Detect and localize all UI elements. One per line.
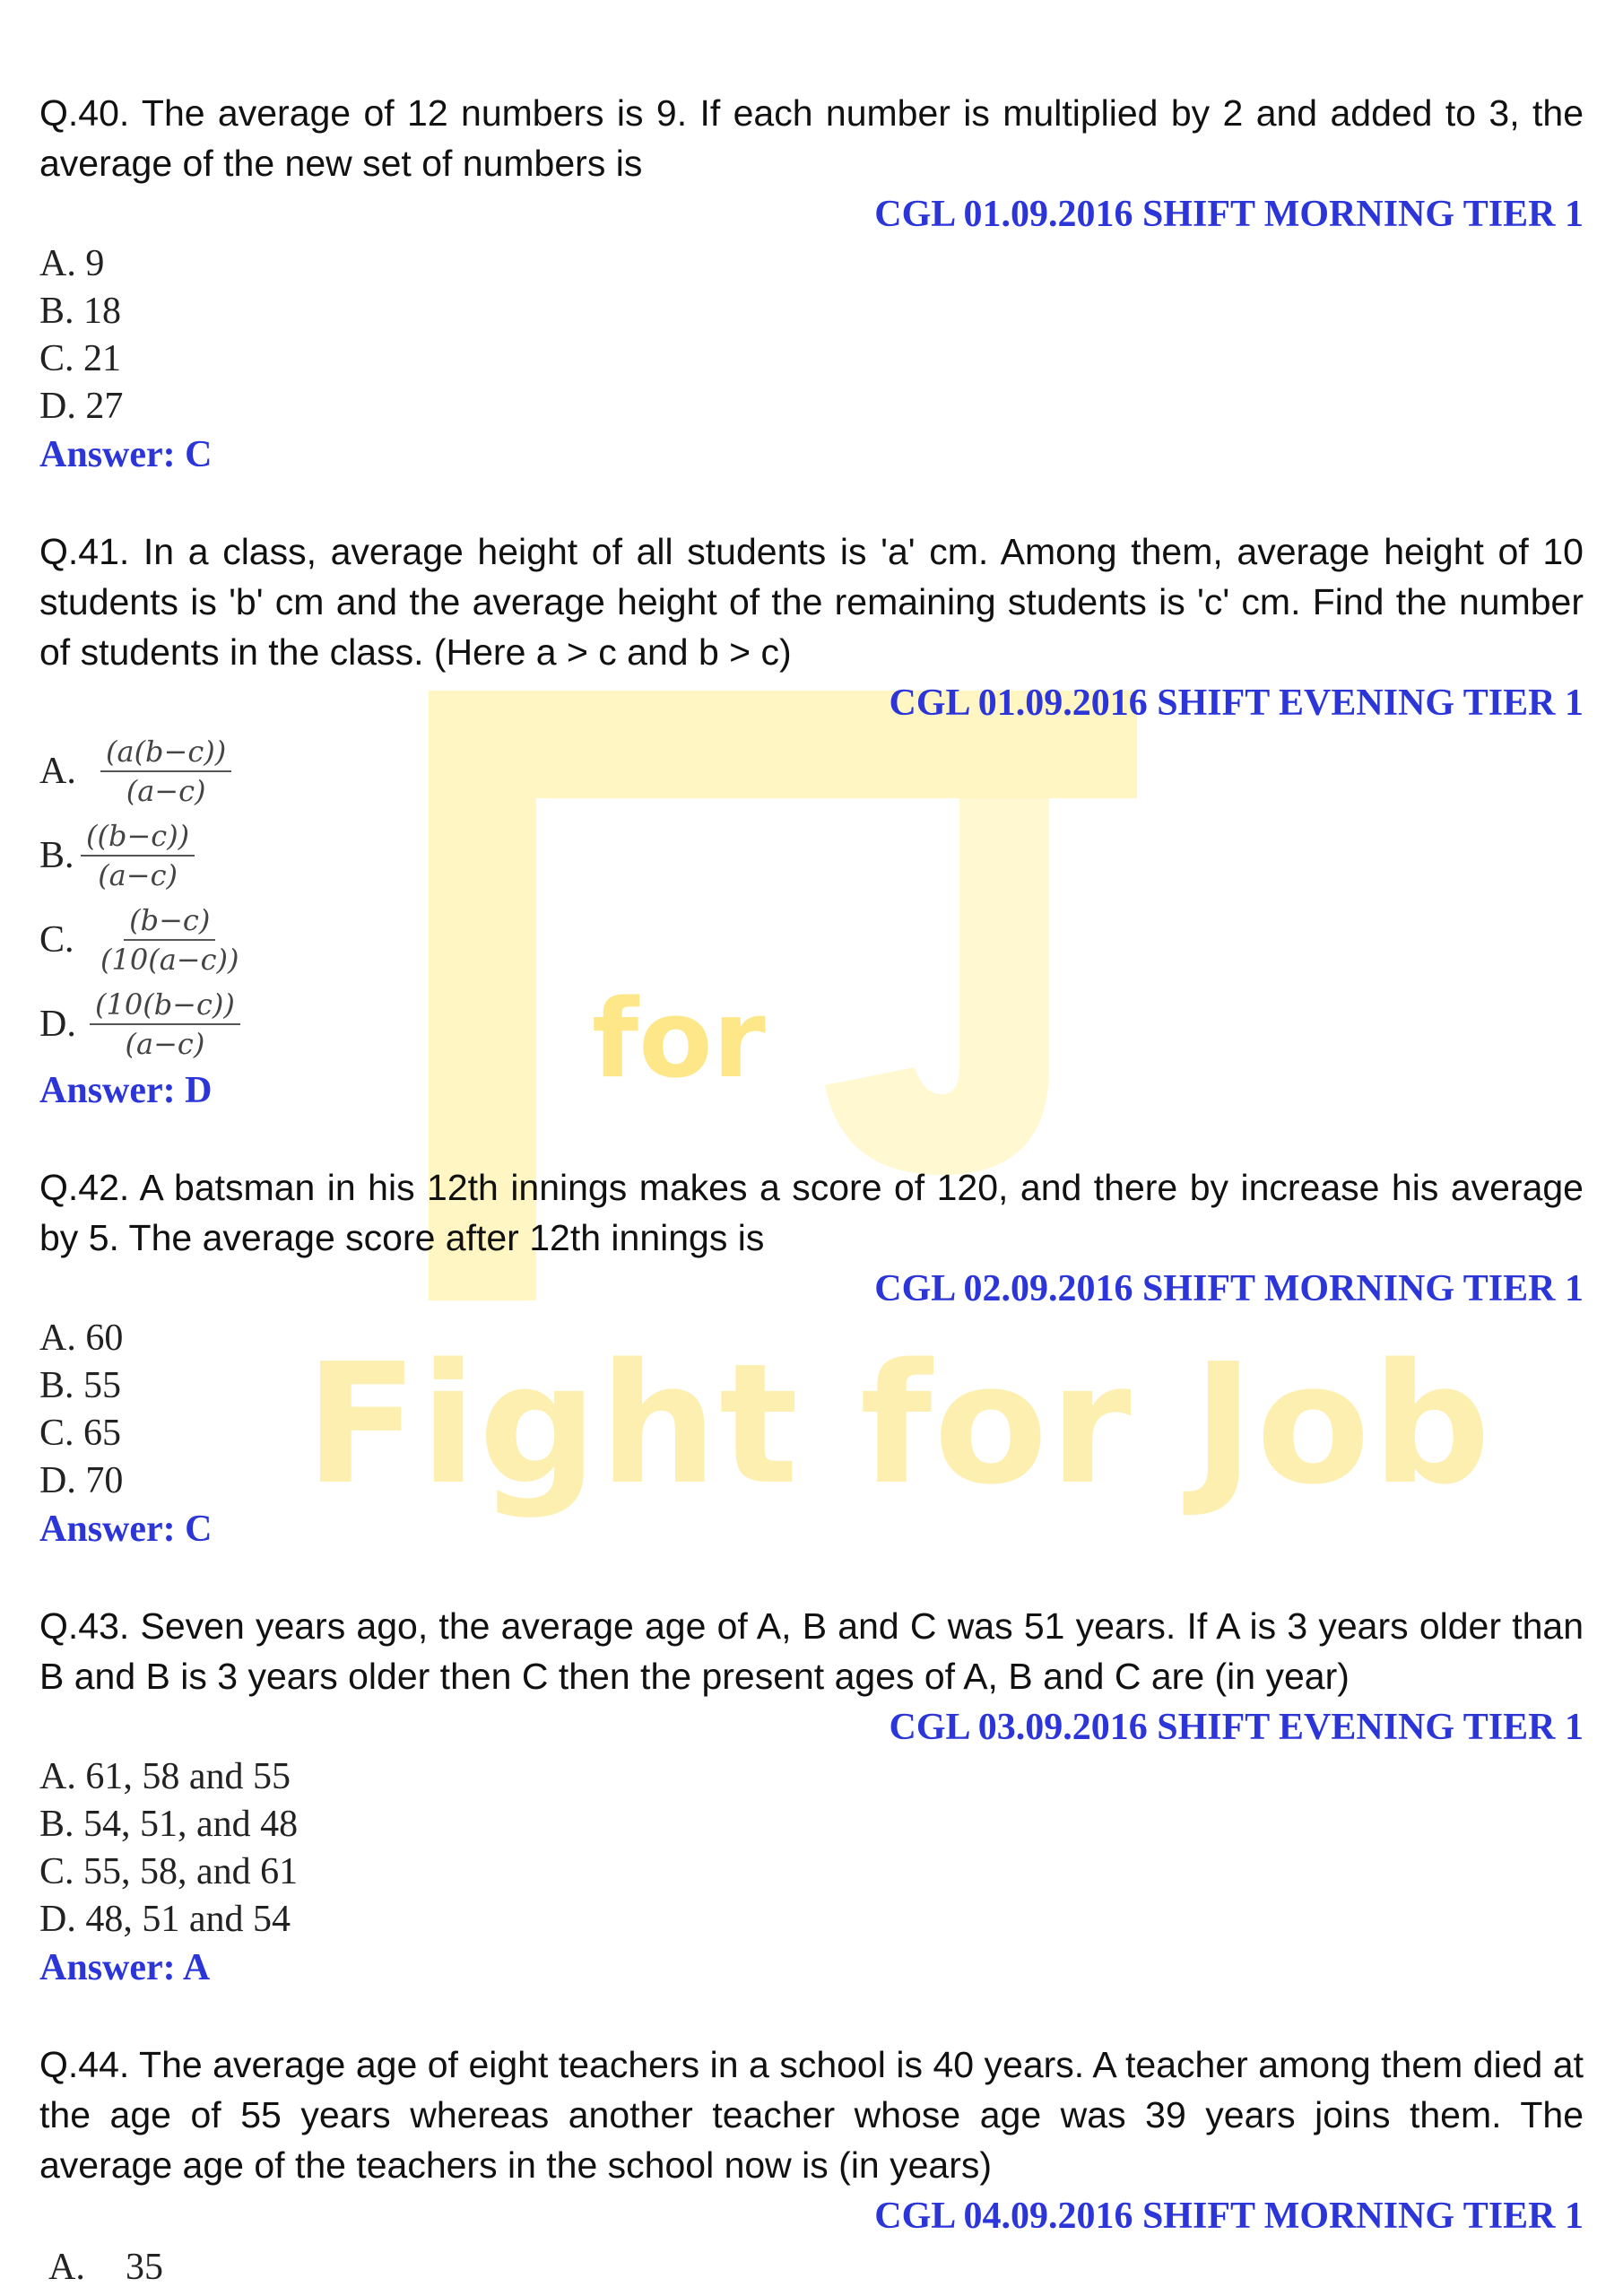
watermark-brand-text: Fight for Job — [305, 1327, 1493, 1521]
question-list — [39, 88, 1584, 2292]
answer: Answer: C — [39, 434, 213, 475]
denominator: (10(a−c)) — [100, 943, 239, 977]
option: A. 60 — [39, 1318, 124, 1359]
fraction — [100, 735, 231, 808]
question-block — [39, 526, 1584, 1115]
numerator: (10(b−c)) — [90, 987, 240, 1025]
question-text: Q.43. Seven years ago, the average age of A, B and C was 51 years. If A is 3 years older than B and B is 3 years older then C then the present ages of A, B and C are (in year) — [39, 1605, 1584, 1697]
question-text: Q.40. The average of 12 numbers is 9. If each number is multiplied by 2 and added to 3, the average of the new set of numbers is — [39, 92, 1584, 184]
exam-source: CGL 02.09.2016 SHIFT MORNING TIER 1 — [874, 1268, 1584, 1309]
answer: Answer: A — [39, 1947, 211, 1988]
denominator: (a−c) — [126, 774, 206, 808]
fraction-option — [39, 813, 1584, 898]
option: C. 65 — [39, 1413, 122, 1454]
option-value: 35 — [126, 2247, 163, 2288]
fraction-option — [39, 982, 1584, 1066]
question-block — [39, 88, 1584, 479]
numerator: (a(b−c)) — [100, 735, 231, 772]
question-text: Q.44. The average age of eight teachers in a school is 40 years. A teacher among them died at the age of 55 years whereas another teacher whose age was 39 years joins them. The average age of the teachers in the school now is (in years) — [39, 2044, 1584, 2186]
option: A. 9 — [39, 243, 105, 284]
option-label: D. — [39, 1004, 76, 1045]
question-block — [39, 1162, 1584, 1553]
option: A. 61, 58 and 55 — [39, 1756, 291, 1797]
exam-source: CGL 04.09.2016 SHIFT MORNING TIER 1 — [874, 2196, 1584, 2237]
answer: Answer: C — [39, 1509, 213, 1550]
question-text: Q.42. A batsman in his 12th innings makes a score of 120, and there by increase his average by 5. The average score after 12th innings is — [39, 1167, 1584, 1258]
option-label: A. — [48, 2247, 85, 2288]
question-block — [39, 2039, 1584, 2292]
answer: Answer: D — [39, 1070, 213, 1111]
denominator: (a−c) — [98, 858, 178, 892]
fraction — [90, 987, 240, 1061]
option: B. 54, 51, and 48 — [39, 1804, 299, 1845]
question-text: Q.41. In a class, average height of all students is 'a' cm. Among them, average height of 10 students is 'b' cm and the average height of the remaining students is 'c' cm. Find the number of students in the class. (Here a > c and b > c) — [39, 531, 1584, 673]
fraction-option — [39, 729, 1584, 813]
question-block — [39, 1601, 1584, 1992]
option: B. 55 — [39, 1365, 122, 1406]
numerator: (b−c) — [124, 903, 215, 941]
option: C. 55, 58, and 61 — [39, 1851, 299, 1892]
option-label: A. — [39, 751, 76, 792]
denominator: (a−c) — [125, 1027, 205, 1061]
option: D. 70 — [39, 1460, 124, 1501]
option — [48, 2242, 1584, 2292]
option-label: B. — [39, 835, 74, 876]
fraction — [95, 903, 244, 977]
option: B. 18 — [39, 291, 122, 332]
exam-source: CGL 01.09.2016 SHIFT EVENING TIER 1 — [889, 683, 1584, 724]
option: C. 21 — [39, 338, 122, 379]
option: D. 48, 51 and 54 — [39, 1899, 291, 1940]
fraction — [81, 819, 195, 892]
option-label: C. — [39, 919, 74, 961]
exam-source: CGL 01.09.2016 SHIFT MORNING TIER 1 — [874, 194, 1584, 235]
exam-source: CGL 03.09.2016 SHIFT EVENING TIER 1 — [889, 1707, 1584, 1748]
option: D. 27 — [39, 386, 124, 427]
fraction-option — [39, 898, 1584, 982]
watermark-for-text: for — [592, 978, 766, 1102]
numerator: ((b−c)) — [81, 819, 195, 857]
